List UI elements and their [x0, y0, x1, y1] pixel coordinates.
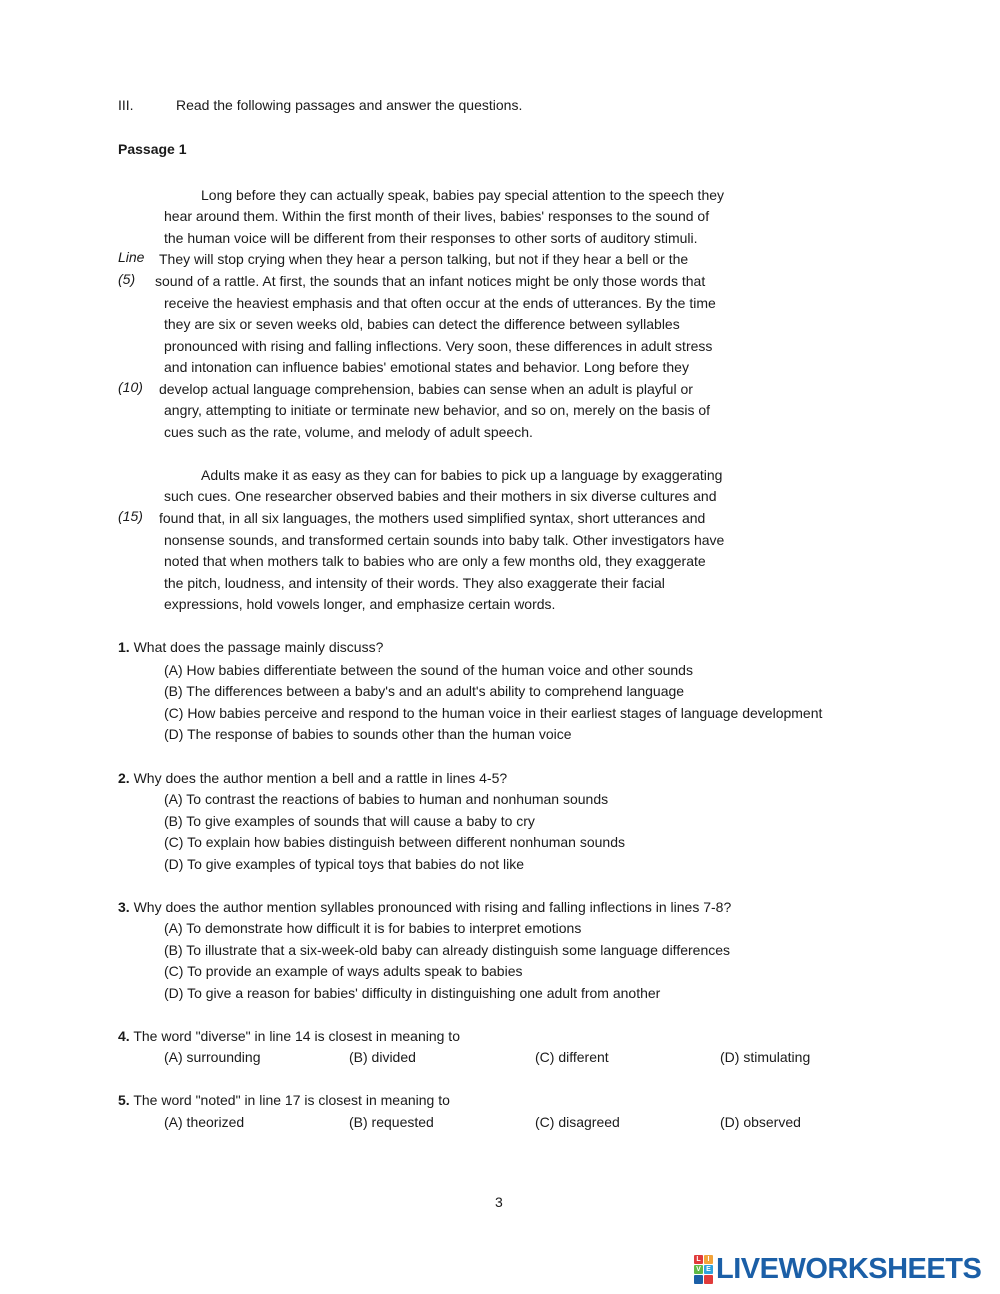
q4-option-a[interactable]: (A) surrounding — [164, 1049, 261, 1065]
q1-option-b[interactable]: (B) The differences between a baby's and an adult's ability to comprehend language — [164, 683, 685, 699]
line-marker-5: (5) — [118, 271, 136, 287]
line-marker-10: (10) — [118, 379, 143, 395]
logo-mark-tile: E — [704, 1265, 713, 1274]
passage-line: and intonation can influence babies' emotional states and behavior. Long before they — [164, 359, 689, 375]
question-text: What does the passage mainly discuss? — [133, 639, 384, 655]
q4-option-d[interactable]: (D) stimulating — [720, 1049, 811, 1065]
q1-option-a[interactable]: (A) How babies differentiate between the sound of the human voice and other sounds — [164, 662, 693, 678]
q2-option-b[interactable]: (B) To give examples of sounds that will cause a baby to cry — [164, 813, 535, 829]
logo-mark-tile: L — [694, 1255, 703, 1264]
passage-line: develop actual language comprehension, babies can sense when an adult is playful or — [159, 381, 693, 397]
passage-line: Long before they can actually speak, babies pay special attention to the speech they — [201, 187, 725, 203]
question-3 — [118, 899, 731, 915]
question-1 — [118, 639, 383, 655]
q4-option-b[interactable]: (B) divided — [349, 1049, 416, 1065]
question-text: Why does the author mention syllables pronounced with rising and falling inflections in lines 7-8? — [133, 899, 732, 915]
q5-option-c[interactable]: (C) disagreed — [535, 1114, 620, 1130]
passage-line: hear around them. Within the first month of their lives, babies' responses to the sound of — [164, 208, 710, 224]
passage-line: They will stop crying when they hear a person talking, but not if they hear a bell or the — [159, 251, 689, 267]
passage-line: receive the heaviest emphasis and that often occur at the ends of utterances. By the time — [164, 295, 716, 311]
question-number: 3. — [118, 899, 130, 915]
logo-mark-icon — [694, 1255, 713, 1284]
passage-line: the pitch, loudness, and intensity of their words. They also exaggerate their facial — [164, 575, 665, 591]
q5-option-a[interactable]: (A) theorized — [164, 1114, 245, 1130]
section-numeral: III. — [118, 97, 134, 113]
question-text: The word "diverse" in line 14 is closest in meaning to — [133, 1028, 460, 1044]
q3-option-b[interactable]: (B) To illustrate that a six-week-old baby can already distinguish some language differences — [164, 942, 731, 958]
question-number: 1. — [118, 639, 130, 655]
q2-option-c[interactable]: (C) To explain how babies distinguish between different nonhuman sounds — [164, 834, 626, 850]
passage-line: expressions, hold vowels longer, and emphasize certain words. — [164, 596, 556, 612]
question-2 — [118, 770, 507, 786]
question-number: 4. — [118, 1028, 130, 1044]
logo-mark-tile: V — [694, 1265, 703, 1274]
q1-option-d[interactable]: (D) The response of babies to sounds other than the human voice — [164, 726, 572, 742]
q2-option-a[interactable]: (A) To contrast the reactions of babies to human and nonhuman sounds — [164, 791, 609, 807]
passage-line: the human voice will be different from their responses to other sorts of auditory stimuli. — [164, 230, 698, 246]
passage-line: such cues. One researcher observed babies and their mothers in six diverse cultures and — [164, 488, 717, 504]
section-instruction: Read the following passages and answer the questions. — [176, 97, 523, 113]
q4-option-c[interactable]: (C) different — [535, 1049, 609, 1065]
line-marker-label: Line — [118, 249, 145, 265]
question-number: 5. — [118, 1092, 130, 1108]
passage-line: sound of a rattle. At first, the sounds that an infant notices might be only those words that — [155, 273, 706, 289]
passage-line: pronounced with rising and falling inflections. Very soon, these differences in adult stress — [164, 338, 713, 354]
logo-text: LIVEWORKSHEETS — [716, 1252, 982, 1285]
logo-mark-tile — [694, 1275, 703, 1284]
q3-option-a[interactable]: (A) To demonstrate how difficult it is for babies to interpret emotions — [164, 920, 582, 936]
passage-line: Adults make it as easy as they can for babies to pick up a language by exaggerating — [201, 467, 723, 483]
logo-mark-tile — [704, 1275, 713, 1284]
question-5 — [118, 1092, 450, 1108]
q5-option-d[interactable]: (D) observed — [720, 1114, 801, 1130]
passage-line: cues such as the rate, volume, and melody of adult speech. — [164, 424, 533, 440]
q2-option-d[interactable]: (D) To give examples of typical toys that babies do not like — [164, 856, 525, 872]
q3-option-d[interactable]: (D) To give a reason for babies' difficulty in distinguishing one adult from another — [164, 985, 661, 1001]
passage-line: they are six or seven weeks old, babies can detect the difference between syllables — [164, 316, 680, 332]
liveworksheets-logo[interactable] — [694, 1254, 981, 1284]
passage-line: found that, in all six languages, the mothers used simplified syntax, short utterances and — [159, 510, 706, 526]
passage-line: noted that when mothers talk to babies who are only a few months old, they exaggerate — [164, 553, 706, 569]
q5-option-b[interactable]: (B) requested — [349, 1114, 434, 1130]
passage-title: Passage 1 — [118, 141, 187, 157]
q3-option-c[interactable]: (C) To provide an example of ways adults speak to babies — [164, 963, 523, 979]
logo-mark-tile: I — [704, 1255, 713, 1264]
passage-line: nonsense sounds, and transformed certain sounds into baby talk. Other investigators have — [164, 532, 725, 548]
question-number: 2. — [118, 770, 130, 786]
page-number: 3 — [495, 1194, 503, 1210]
question-text: The word "noted" in line 17 is closest in meaning to — [133, 1092, 450, 1108]
line-marker-15: (15) — [118, 508, 143, 524]
q1-option-c[interactable]: (C) How babies perceive and respond to the human voice in their earliest stages of language development — [164, 705, 823, 721]
passage-line: angry, attempting to initiate or terminate new behavior, and so on, merely on the basis of — [164, 402, 711, 418]
question-text: Why does the author mention a bell and a rattle in lines 4-5? — [133, 770, 508, 786]
question-4 — [118, 1028, 460, 1044]
